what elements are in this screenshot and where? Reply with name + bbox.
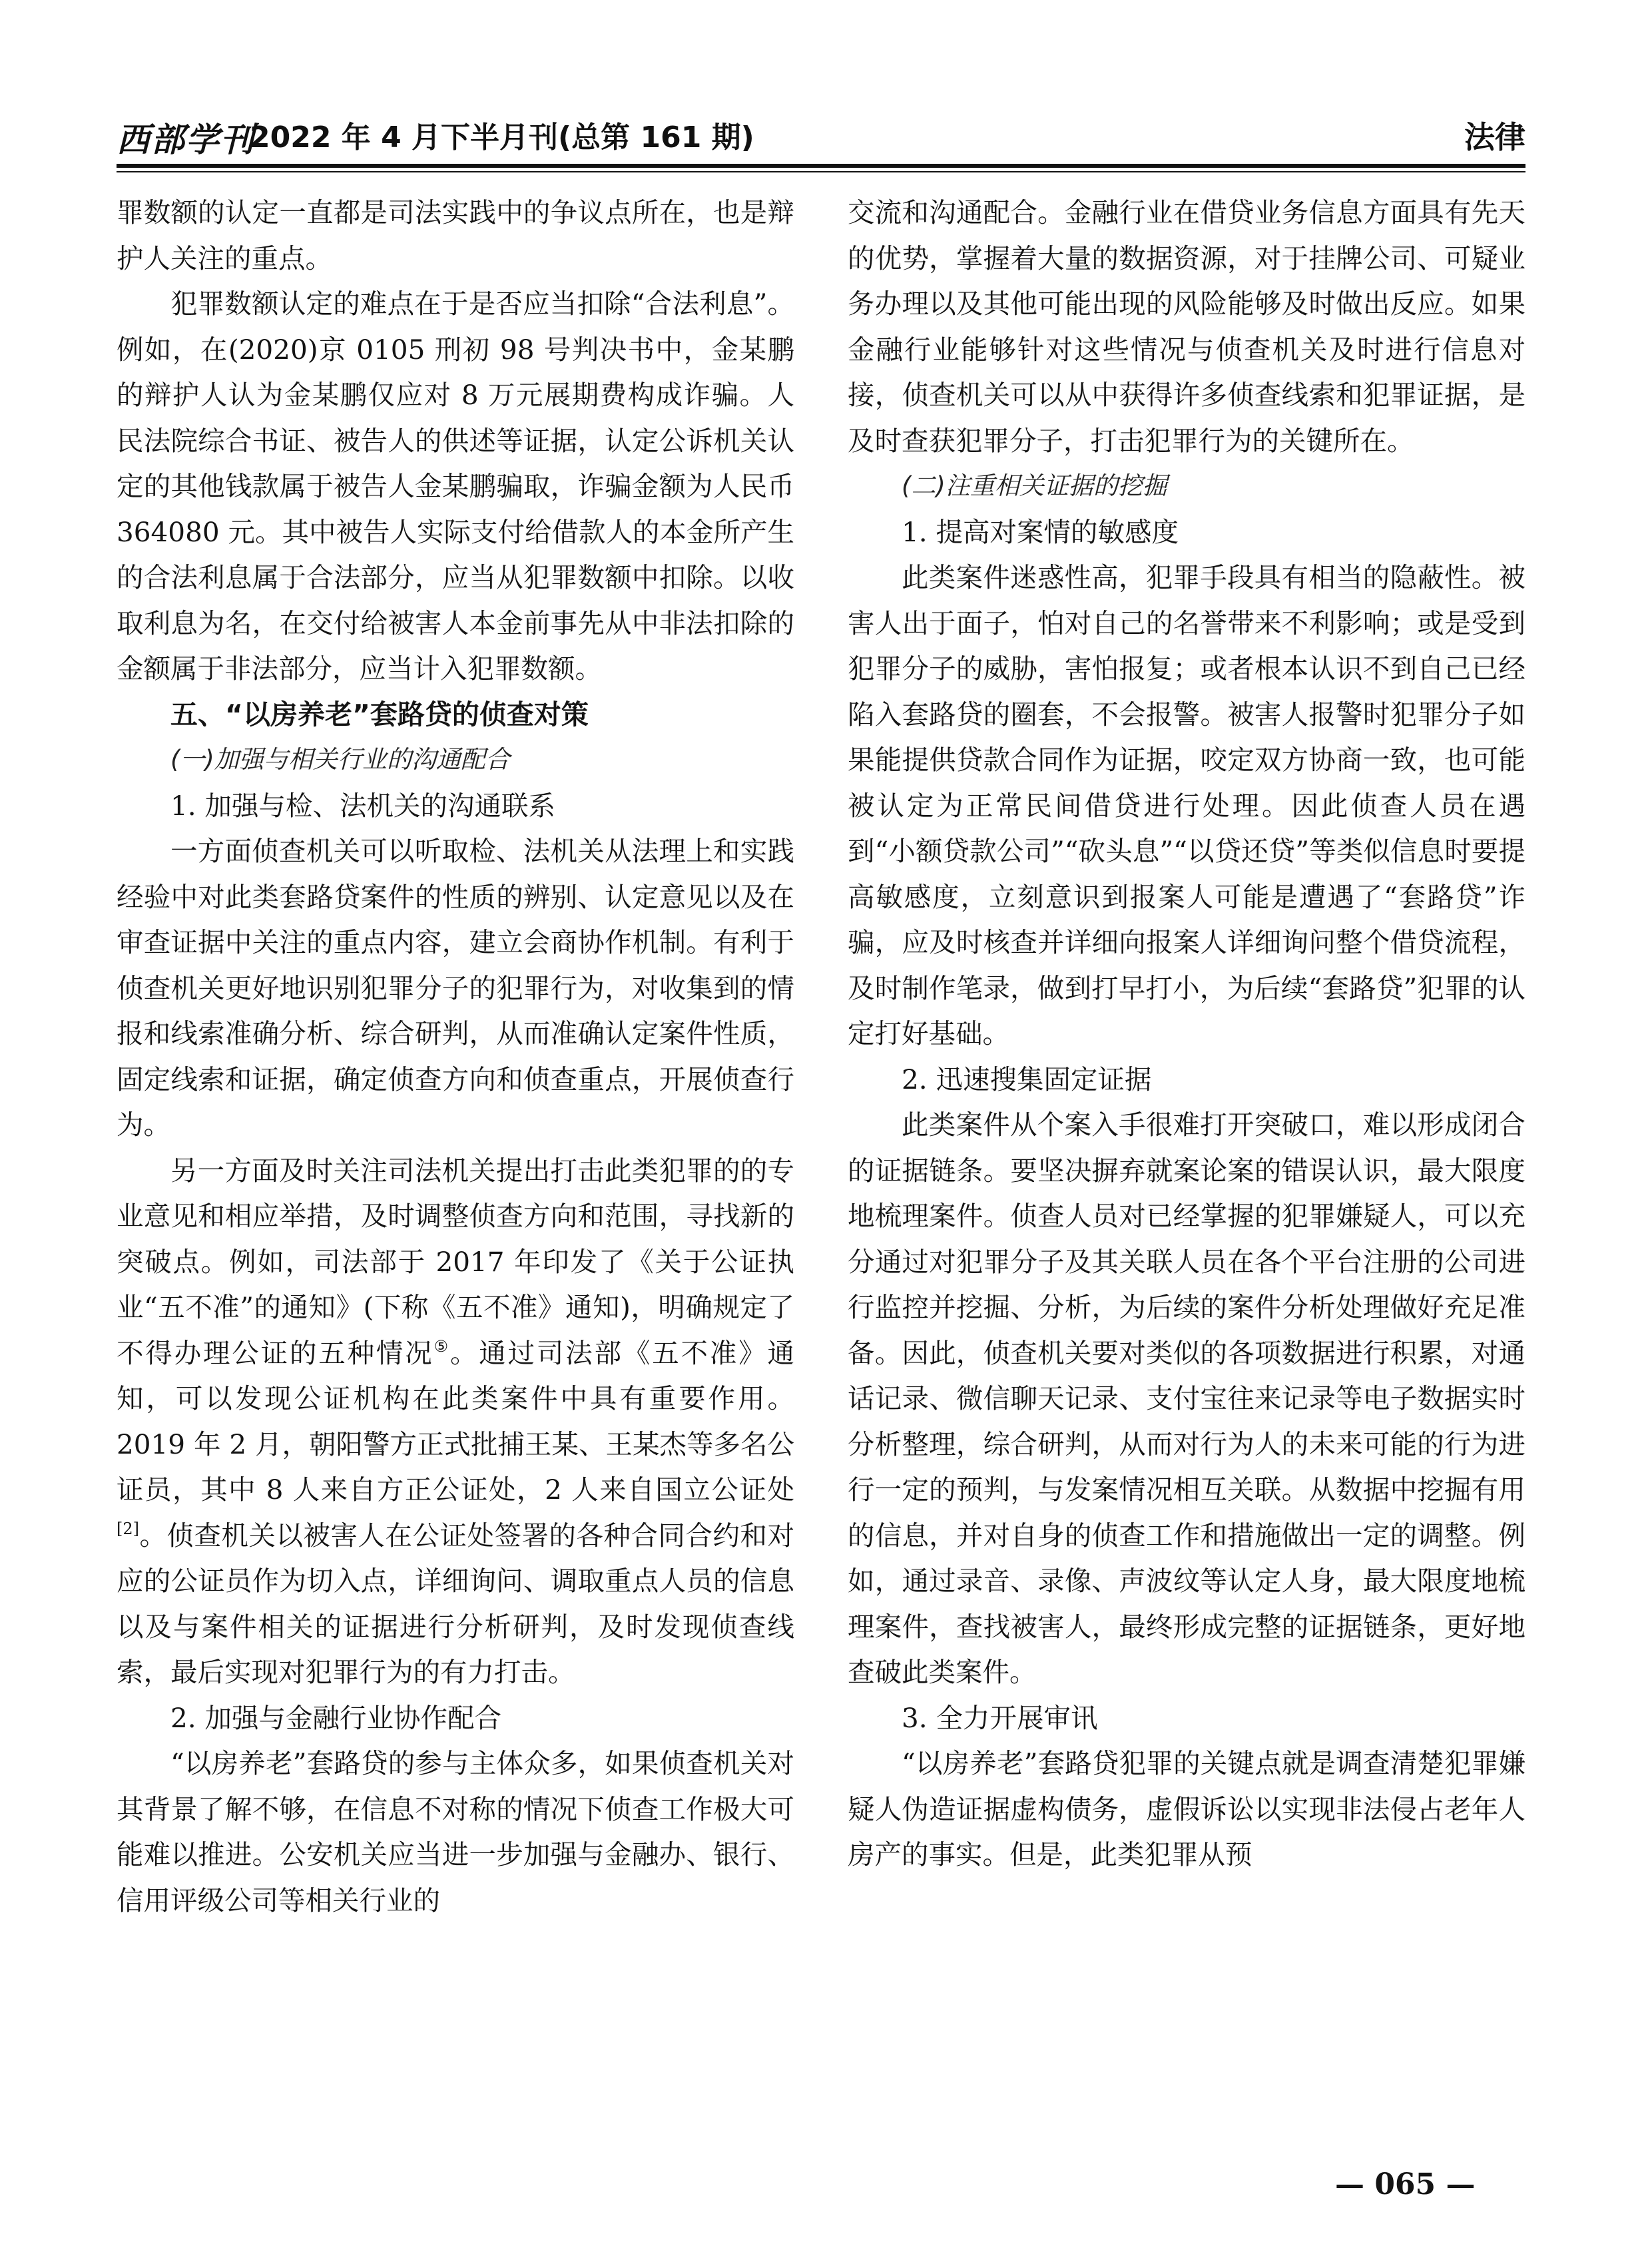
subsection-heading: (二)注重相关证据的挖掘: [902, 471, 1167, 500]
paragraph: 一方面侦查机关可以听取检、法机关从法理上和实践经验中对此类套路贷案件的性质的辨别、认定意见以及在审查证据中关注的重点内容，建立会商协作机制。有利于侦查机关更好地识别犯罪分子的犯罪行为，对收集到的情报和线索准确分析、综合研判，从而准确认定案件性质，固定线索和证据，确定侦查方向和侦查重点，开展侦查行为。: [117, 835, 794, 1141]
item-heading: 2. 迅速搜集固定证据: [902, 1063, 1152, 1095]
paragraph: 犯罪数额认定的难点在于是否应当扣除“合法利息”。例如，在(2020)京 0105 刑初 98 号判决书中，金某鹏的辩护人认为金某鹏仅应对 8 万元展期费构成诈骗。人民法院综合书证、被告人的供述等证据，认定公诉机关认定的其他钱款属于被告人金某鹏骗取，诈骗金额为人民币 364080 元。其中被告人实际支付给借款人的本金所产生的合法利息属于合法部分，应当从犯罪数额中扣除。以收取利息为名，在交付给被害人本金前事先从中非法扣除的金额属于非法部分，应当计入犯罪数额。: [117, 288, 794, 685]
paragraph: 罪数额的认定一直都是司法实践中的争议点所在，也是辩护人关注的重点。: [117, 196, 794, 274]
reference-marker: [2]: [117, 1519, 139, 1538]
item-heading: 3. 全力开展审讯: [902, 1701, 1098, 1734]
paragraph-text: 。通过司法部《五不准》通知，可以发现公证机构在此类案件中具有重要作用。2019 年 2 月，朝阳警方正式批捕王某、王某杰等多名公证员，其中 8 人来自方正公证处，2 人来自国立公证处: [117, 1336, 795, 1506]
item-heading: 2. 加强与金融行业协作配合: [170, 1701, 502, 1734]
subsection-heading: (一)加强与相关行业的沟通配合: [170, 745, 510, 774]
journal-logo: 西部学刊: [117, 121, 255, 159]
right-column: [848, 190, 1525, 1878]
header-rule-thin: [117, 171, 1525, 172]
paragraph-text: 。侦查机关以被害人在公证处签署的各种合同合约和对应的公证员作为切入点，详细询问、调取重点人员的信息以及与案件相关的证据进行分析研判，及时发现侦查线索，最后实现对犯罪行为的有力打击。: [117, 1519, 794, 1688]
running-header: [117, 112, 1525, 160]
paragraph: 此类案件迷惑性高，犯罪手段具有相当的隐蔽性。被害人出于面子，怕对自己的名誉带来不利影响；或是受到犯罪分子的威胁，害怕报复；或者根本认识不到自己已经陷入套路贷的圈套，不会报警。被害人报警时犯罪分子如果能提供贷款合同作为证据，咬定双方协商一致，也可能被认定为正常民间借贷进行处理。因此侦查人员在遇到“小额贷款公司”“砍头息”“以贷还贷”等类似信息时要提高敏感度，立刻意识到报案人可能是遭遇了“套路贷”诈骗，应及时核查并详细向报案人详细询问整个借贷流程，及时制作笔录，做到打早打小，为后续“套路贷”犯罪的认定打好基础。: [848, 561, 1525, 1049]
page-number: — 065 —: [1335, 2167, 1476, 2201]
section-title: 法律: [1464, 119, 1525, 155]
section-heading: 五、“以房养老”套路贷的侦查对策: [170, 698, 589, 730]
item-heading: 1. 提高对案情的敏感度: [902, 515, 1179, 548]
left-column: [117, 190, 794, 1923]
paragraph-text: 另一方面及时关注司法机关提出打击此类犯罪的的专业意见和相应举措，及时调整侦查方向和范围，寻找新的突破点。例如，司法部于 2017 年印发了《关于公证执业“五不准”的通知》(下称《五不准》通知)，明确规定了不得办理公证的五种情况: [117, 1154, 794, 1369]
paragraph: 交流和沟通配合。金融行业在借贷业务信息方面具有先天的优势，掌握着大量的数据资源，对于挂牌公司、可疑业务办理以及其他可能出现的风险能够及时做出反应。如果金融行业能够针对这些情况与侦查机关及时进行信息对接，侦查机关可以从中获得许多侦查线索和犯罪证据，是及时查获犯罪分子，打击犯罪行为的关键所在。: [848, 196, 1525, 457]
footnote-marker: ⑤: [433, 1336, 450, 1356]
issue-info: 2022 年 4 月下半月刊(总第 161 期): [250, 121, 754, 154]
item-heading: 1. 加强与检、法机关的沟通联系: [170, 789, 556, 822]
header-rule-thick: [117, 164, 1525, 168]
paragraph: “以房养老”套路贷的参与主体众多，如果侦查机关对其背景了解不够，在信息不对称的情况下侦查工作极大可能难以推进。公安机关应当进一步加强与金融办、银行、信用评级公司等相关行业的: [117, 1747, 794, 1916]
paragraph: “以房养老”套路贷犯罪的关键点就是调查清楚犯罪嫌疑人伪造证据虚构债务，虚假诉讼以实现非法侵占老年人房产的事实。但是，此类犯罪从预: [848, 1747, 1525, 1870]
paragraph: [117, 1148, 794, 1695]
paragraph: 此类案件从个案入手很难打开突破口，难以形成闭合的证据链条。要坚决摒弃就案论案的错误认识，最大限度地梳理案件。侦查人员对已经掌握的犯罪嫌疑人，可以充分通过对犯罪分子及其关联人员在各个平台注册的公司进行监控并挖掘、分析，为后续的案件分析处理做好充足准备。因此，侦查机关要对类似的各项数据进行积累，对通话记录、微信聊天记录、支付宝往来记录等电子数据实时分析整理，综合研判，从而对行为人的未来可能的行为进行一定的预判，与发案情况相互关联。从数据中挖掘有用的信息，并对自身的侦查工作和措施做出一定的调整。例如，通过录音、录像、声波纹等认定人身，最大限度地梳理案件，查找被害人，最终形成完整的证据链条，更好地查破此类案件。: [848, 1109, 1525, 1688]
